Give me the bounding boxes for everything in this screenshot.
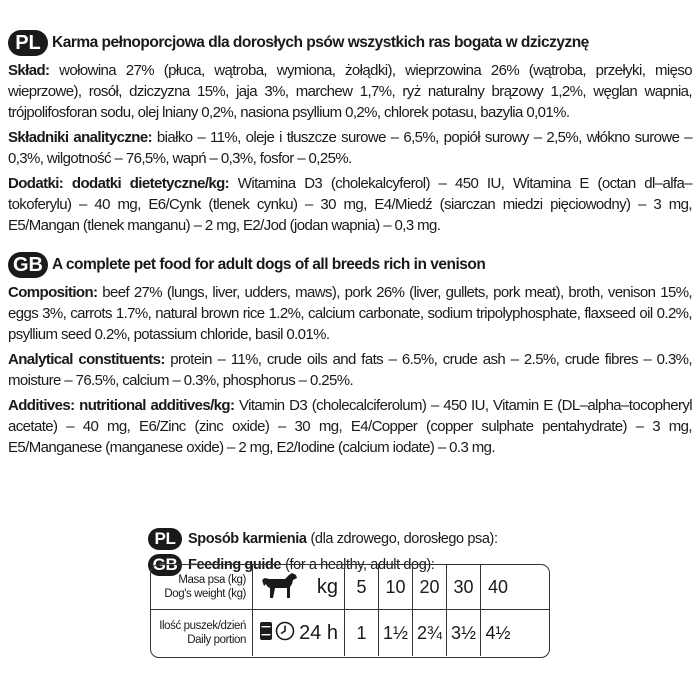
weight-value: 5 [345,565,379,609]
portion-value: 2¾ [413,610,447,656]
feeding-pl-line [148,526,498,552]
gb-analytical-text: protein – 11%, crude oils and fats – 6.5%, crude ash – 2.5%, crude fibres – 0.3%, moisture – 76.5%, calcium – 0.3%, phosphorus – 0.25%. [8,351,692,389]
pl-analytical [8,127,692,169]
gb-additives-text: Vitamin D3 (cholecalciferolum) – 450 IU, Vitamin E (DL–alpha–tocopheryl acetate) – 40 mg, E6/Zinc (zinc oxide) – 30 mg, E4/Copper (copper sulphate pentahydrate) – 3 mg, E5/Manganese (manganese oxide) – 2 mg, E2/Iodine (calcium iodate) – 0.3 mg. [8,397,693,456]
pl-badge: PL [8,30,48,56]
portion-unit: 24 h [299,621,338,644]
weight-value: 30 [447,565,481,609]
feeding-pl-subtitle: (dla zdrowego, dorosłego psa): [310,531,498,547]
portion-label-pl: Ilość puszek/dzień [159,620,246,632]
portion-unit-cell [253,610,345,656]
label-text-block [8,28,692,462]
feeding-gb-subtitle: (for a healthy, adult dog): [285,557,435,573]
pl-composition-text: wołowina 27% (płuca, wątroba, wymiona, żołądki), wieprzowina 26% (wątroba, przełyki, mięso wieprzowe), rosół, dziczyzna 15%, jaja 3%, marchew 1,7%, ryż naturalny brązowy 1,2%, węglan wapnia, trójpolifosforan sodu, olej lniany 0,2%, nasiona psyllium 0,2%, chlorek potasu, bazylia 0,01%. [8,62,692,121]
gb-composition [8,282,692,345]
feeding-table-portion-row [151,610,549,656]
feeding-table [150,564,550,658]
weight-label-pl: Masa psa (kg) [178,574,246,586]
feeding-table-weight-row [151,565,549,610]
portion-value: 3½ [447,610,481,656]
pl-header [8,28,692,58]
feeding-gb-title: Feeding guide [188,557,282,573]
portion-label-gb: Daily portion [187,634,246,646]
gb-title: A complete pet food for adult dogs of all breeds rich in venison [52,256,486,273]
clock-icon [275,621,295,646]
gb-composition-label: Composition: [8,284,98,301]
gb-analytical-label: Analytical constituents: [8,351,165,368]
gb-header [8,250,692,280]
weight-value: 40 [487,576,509,597]
gb-analytical [8,349,692,391]
gb-composition-text: beef 27% (lungs, liver, udders, maws), pork 26% (liver, gullets, pork meat), broth, venison 15%, eggs 3%, carrots 1.7%, natural brown rice 1.2%, calcium carbonate, sodium tripolyphosphate, flaxseed oil 0.2%, psyllium seed 0.2%, potassium chloride, basil 0.01%. [8,284,692,343]
pl-composition [8,60,692,123]
feeding-pl-badge: PL [148,528,182,550]
pl-title: Karma pełnoporcjowa dla dorosłych psów wszystkich ras bogata w dziczyznę [52,34,589,51]
portion-label [151,610,253,656]
dog-icon [259,569,299,606]
weight-label-gb: Dog's weight (kg) [164,588,246,600]
weight-value: 20 [413,565,447,609]
gb-badge: GB [8,252,48,278]
pl-composition-label: Skład: [8,62,50,79]
feeding-gb-badge: GB [148,554,182,576]
portion-value: 1½ [379,610,413,656]
portion-value: 1 [345,610,379,656]
pl-additives [8,173,692,236]
can-icon [259,620,273,647]
pl-analytical-text: białko – 11%, oleje i tłuszcze surowe – 6,5%, popiół surowy – 2,5%, włókno surowe – 0,3%, wilgotność – 76,5%, wapń – 0,3%, fosfor – 0,25%. [8,129,692,167]
weight-unit: kg [316,575,338,598]
weight-label [151,565,253,609]
feeding-pl-title: Sposób karmienia [188,531,307,547]
gb-additives-label: Additives: nutritional additives/kg: [8,397,235,414]
gb-additives [8,395,692,458]
pl-analytical-label: Składniki analityczne: [8,129,153,146]
weight-unit-cell [253,565,345,609]
pl-additives-text: Witamina D3 (cholekalcyferol) – 450 IU, Witamina E (octan dl–alfa–tokoferylu) – 40 mg, E6/Cynk (tlenek cynku) – 30 mg, E4/Miedź (siarczan miedzi pięciowodny) – 3 mg, E5/Mangan (tlenek manganu) – 2 mg, E2/Jod (jodan wapnia) – 0,3 mg. [8,175,692,234]
portion-value: 4½ [485,622,511,643]
pl-additives-label: Dodatki: dodatki dietetyczne/kg: [8,175,230,192]
weight-value: 10 [379,565,413,609]
